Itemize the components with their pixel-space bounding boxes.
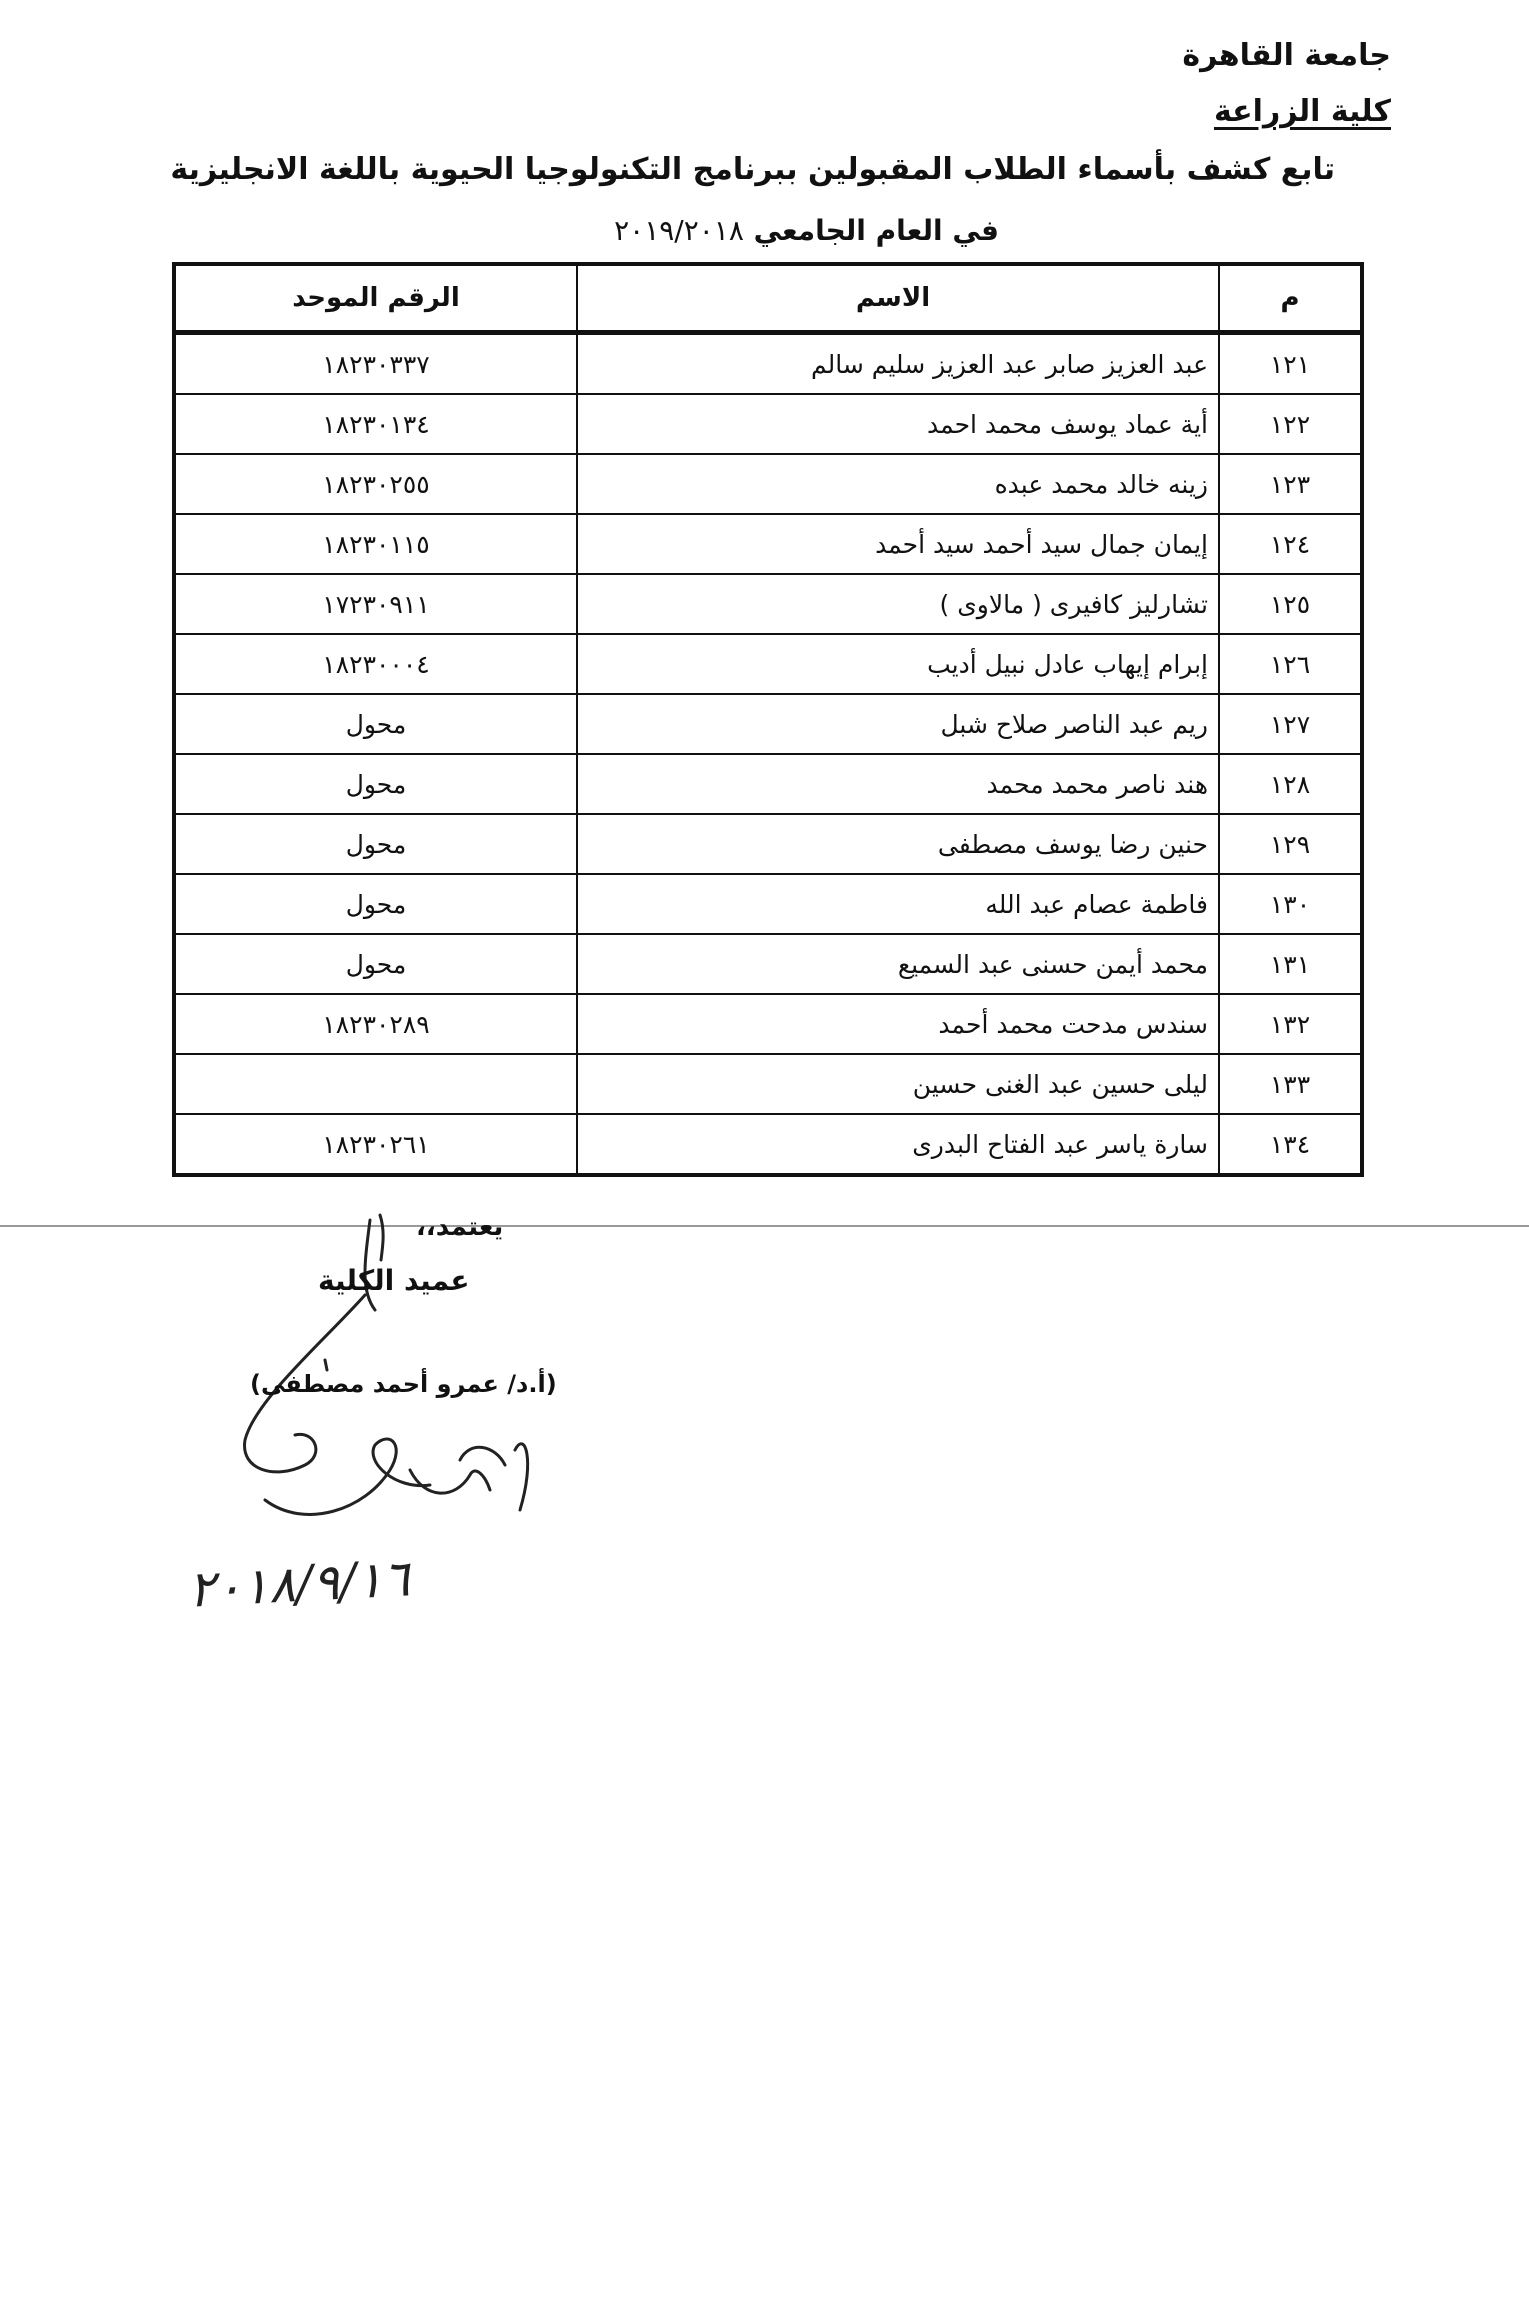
cell-serial: ١٢٢: [1219, 394, 1362, 454]
cell-name: فاطمة عصام عبد الله: [577, 874, 1219, 934]
cell-serial: ١٢٧: [1219, 694, 1362, 754]
cell-serial: ١٢٣: [1219, 454, 1362, 514]
cell-unified-id: محول: [174, 874, 577, 934]
cell-unified-id: ١٨٢٣٠١٣٤: [174, 394, 577, 454]
cell-name: حنين رضا يوسف مصطفى: [577, 814, 1219, 874]
table-row: [174, 814, 1362, 874]
cell-name: إيمان جمال سيد أحمد سيد أحمد: [577, 514, 1219, 574]
table-row: [174, 754, 1362, 814]
table-body: [174, 333, 1362, 1176]
table-row: [174, 514, 1362, 574]
cell-serial: ١٣٢: [1219, 994, 1362, 1054]
cell-unified-id: ١٨٢٣٠١١٥: [174, 514, 577, 574]
cell-serial: ١٢١: [1219, 333, 1362, 395]
approval-text: يعتمد،،: [416, 1212, 504, 1242]
cell-serial: ١٢٨: [1219, 754, 1362, 814]
col-header-serial: م: [1219, 264, 1362, 333]
cell-name: عبد العزيز صابر عبد العزيز سليم سالم: [577, 333, 1219, 395]
cell-serial: ١٣٤: [1219, 1114, 1362, 1175]
cell-serial: ١٣٣: [1219, 1054, 1362, 1114]
cell-unified-id: محول: [174, 754, 577, 814]
year-value: ٢٠١٩/٢٠١٨: [614, 214, 744, 247]
cell-serial: ١٢٦: [1219, 634, 1362, 694]
table-row: [174, 934, 1362, 994]
table-row: [174, 1054, 1362, 1114]
dean-title: عميد الكلية: [318, 1264, 470, 1297]
col-header-name: الاسم: [577, 264, 1219, 333]
cell-serial: ١٢٩: [1219, 814, 1362, 874]
cell-unified-id: محول: [174, 694, 577, 754]
table-row: [174, 454, 1362, 514]
table-row: [174, 874, 1362, 934]
cell-unified-id: محول: [174, 814, 577, 874]
cell-name: ليلى حسين عبد الغنى حسين: [577, 1054, 1219, 1114]
cell-unified-id: ١٧٢٣٠٩١١: [174, 574, 577, 634]
academic-year: [614, 214, 999, 247]
col-header-unified-id: الرقم الموحد: [174, 264, 577, 333]
cell-name: إبرام إيهاب عادل نبيل أديب: [577, 634, 1219, 694]
cell-unified-id: ١٨٢٣٠٠٠٤: [174, 634, 577, 694]
cell-name: سارة ياسر عبد الفتاح البدرى: [577, 1114, 1219, 1175]
cell-name: ريم عبد الناصر صلاح شبل: [577, 694, 1219, 754]
cell-serial: ١٢٥: [1219, 574, 1362, 634]
table-row: [174, 574, 1362, 634]
table-row: [174, 394, 1362, 454]
cell-serial: ١٢٤: [1219, 514, 1362, 574]
table-row: [174, 333, 1362, 395]
cell-unified-id: ١٨٢٣٠٢٨٩: [174, 994, 577, 1054]
faculty-name: كلية الزراعة: [1213, 94, 1391, 129]
cell-name: سندس مدحت محمد أحمد: [577, 994, 1219, 1054]
table-row: [174, 694, 1362, 754]
cell-name: محمد أيمن حسنى عبد السميع: [577, 934, 1219, 994]
cell-name: زينه خالد محمد عبده: [577, 454, 1219, 514]
cell-unified-id: [174, 1054, 577, 1114]
table-row: [174, 1114, 1362, 1175]
dean-name: (أ.د/ عمرو أحمد مصطفى): [250, 1370, 557, 1398]
cell-name: أية عماد يوسف محمد احمد: [577, 394, 1219, 454]
cell-serial: ١٣١: [1219, 934, 1362, 994]
table-row: [174, 994, 1362, 1054]
cell-unified-id: محول: [174, 934, 577, 994]
handwritten-date: ٢٠١٨/٩/١٦: [186, 1549, 412, 1619]
students-table: [172, 262, 1364, 1177]
table-row: [174, 634, 1362, 694]
cell-serial: ١٣٠: [1219, 874, 1362, 934]
document-title: تابع كشف بأسماء الطلاب المقبولين ببرنامج التكنولوجيا الحيوية باللغة الانجليزية: [170, 152, 1335, 187]
cell-unified-id: ١٨٢٣٠٣٣٧: [174, 333, 577, 395]
year-label: في العام الجامعي: [753, 214, 999, 247]
cell-unified-id: ١٨٢٣٠٢٥٥: [174, 454, 577, 514]
cell-name: هند ناصر محمد محمد: [577, 754, 1219, 814]
university-name: جامعة القاهرة: [1182, 38, 1391, 73]
cell-unified-id: ١٨٢٣٠٢٦١: [174, 1114, 577, 1175]
table-header-row: [174, 264, 1362, 333]
cell-name: تشارليز كافيرى ( مالاوى ): [577, 574, 1219, 634]
